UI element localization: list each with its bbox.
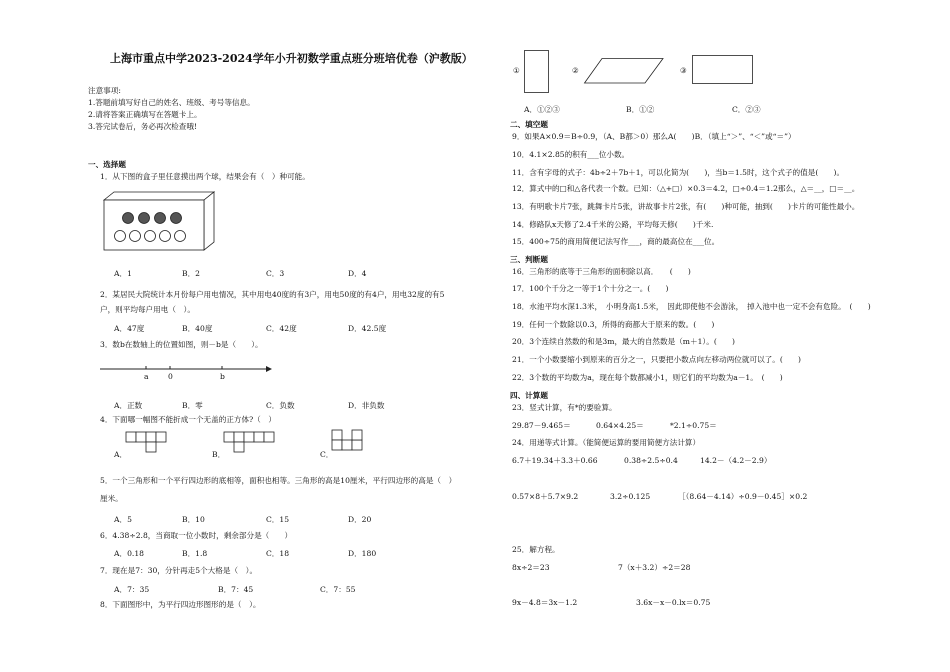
fill-q14: 14．修路队x天修了2.4千米的公路，平均每天修( )千米. xyxy=(512,220,714,229)
q25-item-3: 9x－4.8＝3x－1.2 xyxy=(512,598,578,607)
q5-option-c[interactable]: C．15 xyxy=(266,515,290,524)
q3-option-c[interactable]: C．负数 xyxy=(266,401,295,410)
page-title: 上海市重点中学2023-2024学年小升初数学重点班分班培优卷（沪教版） xyxy=(110,52,473,65)
q4-option-b[interactable]: B． xyxy=(212,450,226,459)
q3-text: 3．数b在数轴上的位置如图，则－b是（ ）。 xyxy=(100,340,263,349)
q24-item-3: 14.2－（4.2－2.9） xyxy=(700,456,772,465)
q6-option-b[interactable]: B．1.8 xyxy=(182,549,208,558)
section-choice-heading: 一、选择题 xyxy=(88,160,126,169)
notice-heading: 注意事项: xyxy=(88,86,121,95)
judge-q19: 19．任何一个数除以0.3，所得的商都大于原来的数。( ) xyxy=(512,320,715,329)
q24-item-6: ［（8.64－4.14）÷0.9－0.45］×0.2 xyxy=(678,492,808,501)
number-line-label-0: 0 xyxy=(168,372,173,381)
q2-option-c[interactable]: C．42度 xyxy=(266,324,297,333)
q6-option-d[interactable]: D．180 xyxy=(348,549,377,558)
q1-option-c[interactable]: C．3 xyxy=(266,269,285,278)
section-fill-heading: 二、填空题 xyxy=(510,120,548,129)
q3-option-d[interactable]: D．非负数 xyxy=(348,401,385,410)
q3-option-b[interactable]: B．零 xyxy=(182,401,203,410)
q1-option-b[interactable]: B．2 xyxy=(182,269,201,278)
q1-option-a[interactable]: A．1 xyxy=(114,269,132,278)
q2-option-a[interactable]: A．47度 xyxy=(114,324,145,333)
q8-shape-rectangle-tall xyxy=(524,50,550,94)
q8-shape-parallelogram xyxy=(584,58,664,84)
section-judge-heading: 三、判断题 xyxy=(510,255,548,264)
q7-text: 7．现在是7：30，分针再走5个大格是（ ）。 xyxy=(100,566,258,575)
q23-item-1: 29.87－9.465＝ xyxy=(512,421,571,430)
q2-option-b[interactable]: B．40度 xyxy=(182,324,213,333)
q24-item-4: 0.57×8＋5.7×9.2 xyxy=(512,492,579,501)
q23-item-3: *2.1÷0.75＝ xyxy=(670,421,717,430)
cube-net-b xyxy=(224,432,276,458)
q2-text-line1: 2．某居民大院统计本月份每户用电情况，其中用电40度的有3户，用电50度的有4户，用电32度的有5 xyxy=(100,290,445,299)
q5-text-line2: 厘米。 xyxy=(100,494,123,503)
notice-item-1: 1.答题前填写好自己的姓名、班级、考号等信息。 xyxy=(88,98,255,107)
judge-q21: 21．一个小数要缩小到原来的百分之一，只要把小数点向左移动两位就可以了。( ) xyxy=(512,355,801,364)
q4-option-c[interactable]: C． xyxy=(320,450,334,459)
number-line-figure xyxy=(100,360,272,388)
q7-option-c[interactable]: C．7：55 xyxy=(320,585,356,594)
fill-q10: 10．4.1×2.85的积有___位小数。 xyxy=(512,150,630,159)
judge-q20: 20．3个连续自然数的和是3m，最大的自然数是（m＋1）。( ) xyxy=(512,337,735,346)
q4-option-a[interactable]: A． xyxy=(114,450,128,459)
judge-q16: 16．三角形的底等于三角形的面积除以高． ( ) xyxy=(512,267,691,276)
fill-q11: 11．含有字母的式子：4b÷2＋7b＋1，可以化简为( )，当b＝1.5时，这个式子的值是( )。 xyxy=(512,168,845,177)
q1-text: 1．从下图的盒子里任意摸出两个球，结果会有（ ）种可能。 xyxy=(100,172,310,181)
section-calc-heading: 四、计算题 xyxy=(510,391,548,400)
q2-text-line2: 户，则平均每户用电（ ）。 xyxy=(100,305,195,314)
number-line-label-b: b xyxy=(220,372,225,381)
judge-q18: 18．水池平均水深1.3米， 小明身高1.5米， 因此即使他不会游泳， 掉入池中也一定不会有危险。 ( ) xyxy=(512,302,871,311)
fill-q12: 12．算式中的□和△各代表一个数。已知：（△+□）×0.3＝4.2，□÷0.4＝1.2那么，△＝__，□＝__。 xyxy=(512,184,860,193)
q6-option-c[interactable]: C．18 xyxy=(266,549,290,558)
q4-text: 4．下面哪一幅图不能折成一个无盖的正方体?（ ） xyxy=(100,415,276,424)
q25-item-2: 7（x＋3.2）÷2＝28 xyxy=(618,563,691,572)
q6-text: 6．4.38÷2.8，当商取一位小数时，剩余部分是（ ） xyxy=(100,531,293,540)
q8-option-c[interactable]: C．②③ xyxy=(732,105,761,114)
q8-option-a[interactable]: A．①②③ xyxy=(524,105,560,114)
fill-q13: 13．有明歌卡片7张，跳舞卡片5张，讲故事卡片2张，有( )种可能，抽到( )卡片的可能性最小。 xyxy=(512,202,860,211)
q6-option-a[interactable]: A．0.18 xyxy=(114,549,144,558)
q8-shape-rectangle-wide xyxy=(692,55,754,85)
fill-q15: 15．400÷75的商用简便记法写作___，商的最高位在___位。 xyxy=(512,237,720,246)
q7-option-b[interactable]: B．7：45 xyxy=(218,585,254,594)
number-line-label-a: a xyxy=(144,372,149,381)
notice-item-2: 2.请将答案正确填写在答题卡上。 xyxy=(88,110,202,119)
q8-shape-label-2: ② xyxy=(572,66,579,75)
judge-q17: 17．100个千分之一等于1个十分之一。( ) xyxy=(512,284,669,293)
fill-q9: 9．如果A×0.9＝B÷0.9，（A、B都＞0）那么A( )B．（填上“＞”、“＜”或“＝”） xyxy=(512,132,796,141)
q1-option-d[interactable]: D．4 xyxy=(348,269,367,278)
q25-text: 25．解方程。 xyxy=(512,545,560,554)
cube-net-c xyxy=(332,430,374,460)
q8-option-b[interactable]: B．①② xyxy=(626,105,655,114)
q5-text-line1: 5．一个三角形和一个平行四边形的底相等，面积也相等。三角形的高是10厘米，平行四边形的高是（ ） xyxy=(100,476,457,485)
q8-text: 8．下面图形中，为平行四边形图形的是（ ）。 xyxy=(100,600,261,609)
q8-shape-label-1: ① xyxy=(513,66,520,75)
q5-option-b[interactable]: B．10 xyxy=(182,515,205,524)
q24-item-2: 0.38÷2.5÷0.4 xyxy=(624,456,678,465)
judge-q22: 22．3个数的平均数为a，现在每个数都减小1，则它们的平均数为a－1。 ( ) xyxy=(512,373,783,382)
q23-item-2: 0.64×4.25＝ xyxy=(596,421,644,430)
q5-option-a[interactable]: A．5 xyxy=(114,515,132,524)
q24-item-5: 3.2÷0.125 xyxy=(610,492,651,501)
notice-item-3: 3.答完试卷后，务必再次检查哦! xyxy=(88,122,198,131)
q2-option-d[interactable]: D．42.5度 xyxy=(348,324,387,333)
q24-text: 24．用递等式计算。（能简便运算的要用简便方法计算） xyxy=(512,438,701,447)
q24-item-1: 6.7＋19.34＋3.3＋0.66 xyxy=(512,456,598,465)
ball-box-figure xyxy=(100,190,220,256)
q7-option-a[interactable]: A．7：35 xyxy=(114,585,150,594)
q3-option-a[interactable]: A．正数 xyxy=(114,401,143,410)
q25-item-4: 3.6x－x－0.lx＝0.75 xyxy=(636,598,711,607)
q23-text: 23．竖式计算，有*的要验算。 xyxy=(512,403,617,412)
q8-shape-label-3: ③ xyxy=(680,66,687,75)
cube-net-a xyxy=(126,432,178,458)
q5-option-d[interactable]: D．20 xyxy=(348,515,372,524)
q25-item-1: 8x÷2＝23 xyxy=(512,563,550,572)
